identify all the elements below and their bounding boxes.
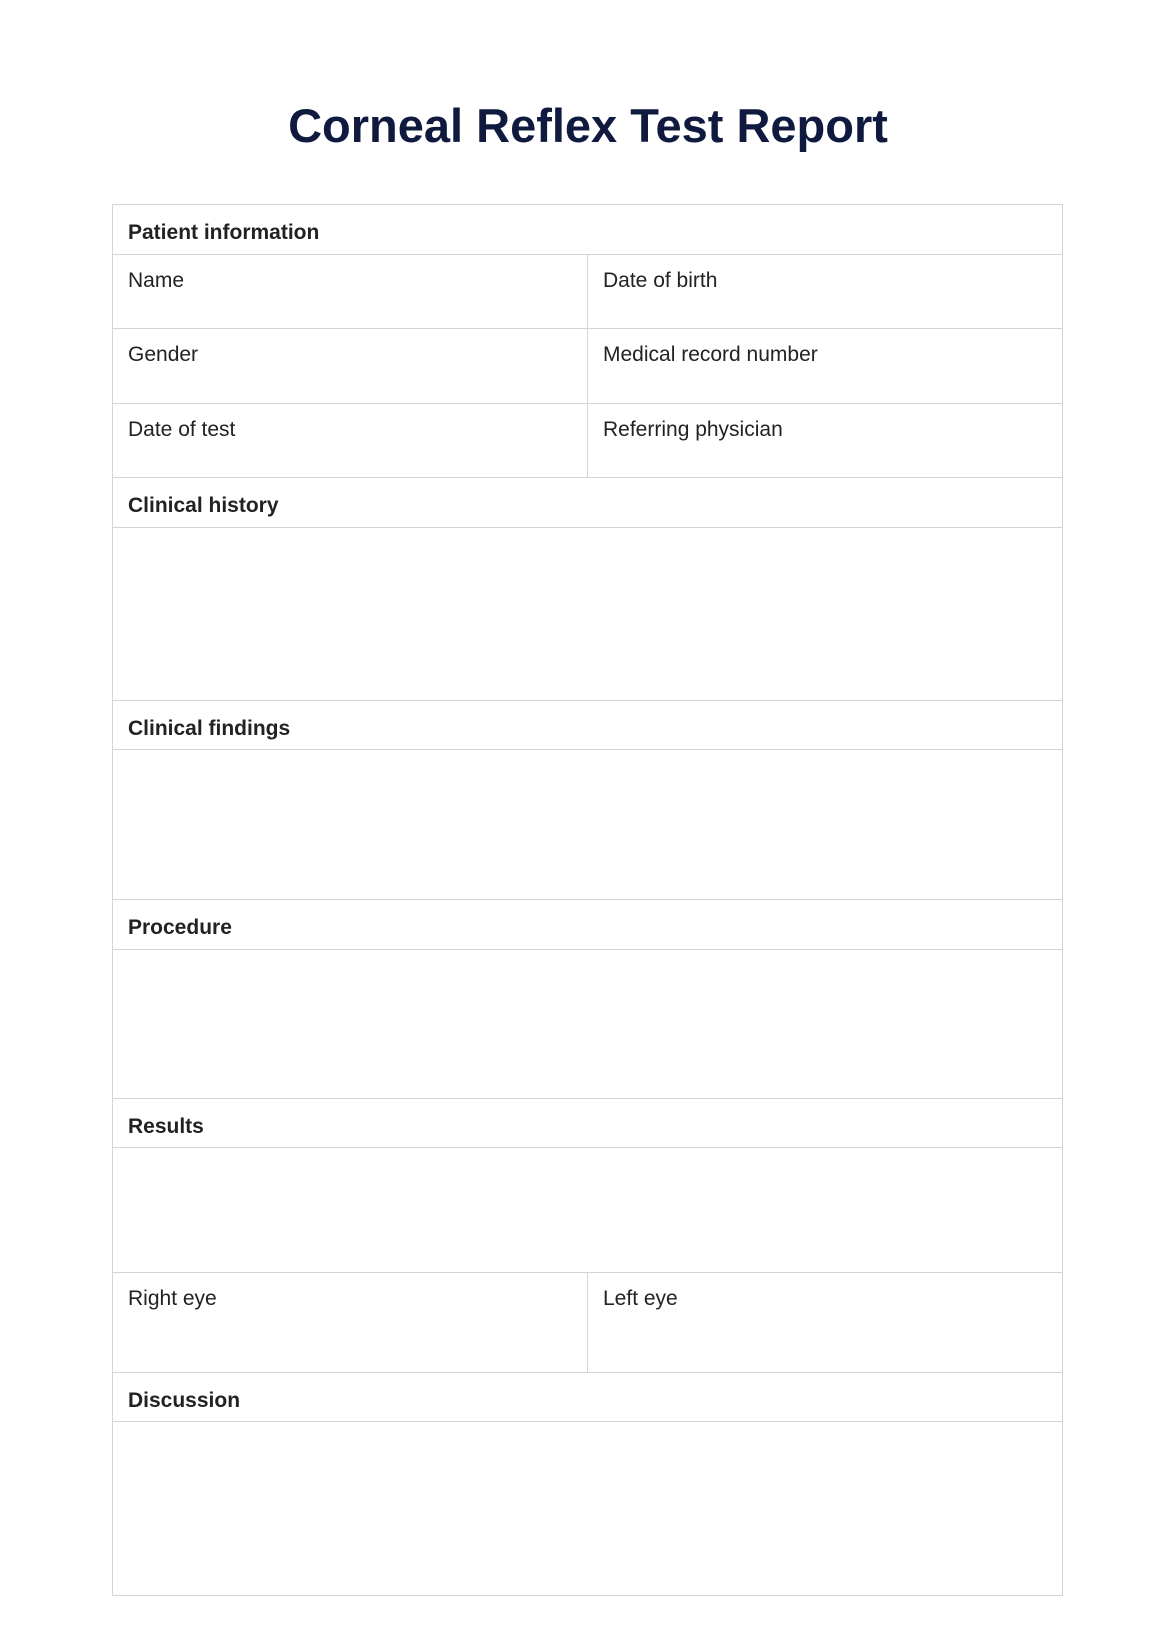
clinical-findings-input-area[interactable] <box>113 749 1062 899</box>
results-input-area[interactable] <box>113 1147 1062 1272</box>
medical-record-number-field[interactable]: Medical record number <box>587 329 1062 403</box>
clinical-history-input-area[interactable] <box>113 527 1062 700</box>
section-label: Clinical findings <box>128 717 291 740</box>
left-eye-field[interactable]: Left eye <box>587 1273 1062 1372</box>
section-label: Procedure <box>128 916 232 939</box>
field-row <box>113 254 1062 328</box>
date-of-birth-field[interactable]: Date of birth <box>587 255 1062 328</box>
section-header-clinical-findings <box>113 700 1062 749</box>
section-header-results <box>113 1098 1062 1147</box>
section-header-discussion <box>113 1372 1062 1421</box>
section-header-patient-information <box>113 205 1062 254</box>
referring-physician-field[interactable]: Referring physician <box>587 404 1062 477</box>
field-row <box>113 403 1062 477</box>
date-of-test-field[interactable]: Date of test <box>128 418 236 441</box>
section-label: Patient information <box>128 221 320 244</box>
discussion-input-area[interactable] <box>113 1421 1062 1595</box>
field-row <box>113 328 1062 403</box>
section-label: Clinical history <box>128 494 279 517</box>
right-eye-field[interactable]: Right eye <box>128 1287 217 1310</box>
gender-field[interactable]: Gender <box>128 343 199 366</box>
section-header-procedure <box>113 899 1062 949</box>
name-field[interactable]: Name <box>128 269 185 292</box>
procedure-input-area[interactable] <box>113 949 1062 1098</box>
page-title: Corneal Reflex Test Report <box>288 99 888 152</box>
field-row <box>113 1272 1062 1372</box>
section-label: Results <box>128 1115 204 1138</box>
report-form <box>112 204 1063 1596</box>
section-header-clinical-history <box>113 477 1062 527</box>
section-label: Discussion <box>128 1389 241 1412</box>
